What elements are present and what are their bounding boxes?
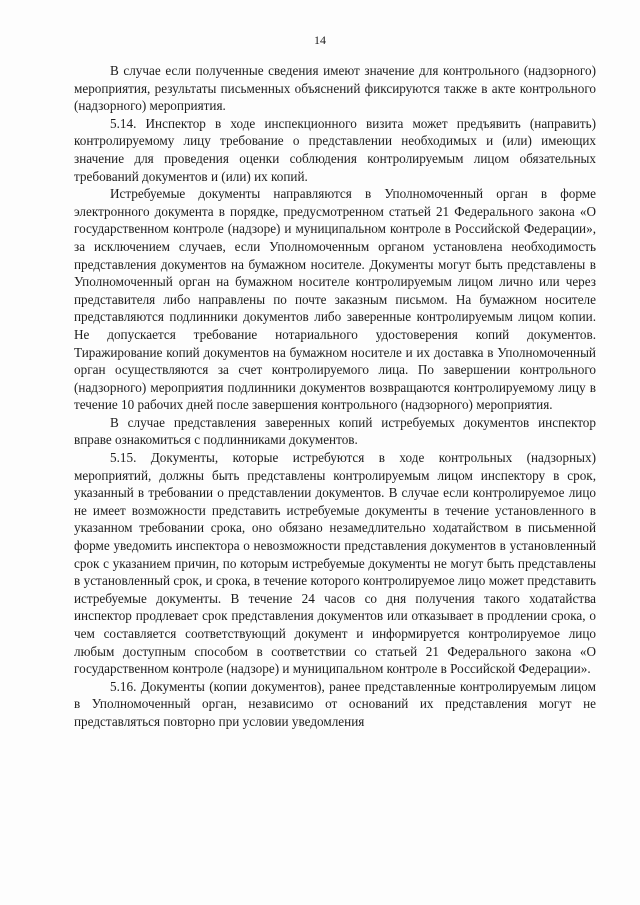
page-number: 14 [314, 33, 326, 47]
paragraph-5-16: 5.16. Документы (копии документов), ранее представленные контролируемым лицом в Уполномоченный орган, независимо от оснований их представления могут не представляться повторно при условии уведомления [74, 678, 596, 729]
paragraph-5-15: 5.15. Документы, которые истребуются в ходе контрольных (надзорных) мероприятий, должны быть представлены контролируемым лицом инспектору в срок, указанный в требовании о представлении документов. В случае если контролируемое лицо не имеет возможности представить истребуемые документы в течение установленного в указанном требовании срока, оно обязано незамедлительно ходатайством в письменной форме уведомить инспектора о невозможности представления документов в установленный срок с указанием причин, по которым истребуемые документы не могут быть представлены в установленный срок, и срока, в течение которого контролируемое лицо может представить истребуемые документы. В течение 24 часов со дня получения такого ходатайства инспектор продлевает срок представления документов или отказывает в продлении срока, о чем составляется соответствующий документ и информируется контролируемое лицо любым доступным способом в соответствии со статьей 21 Федерального закона «О государственном контроле (надзоре) и муниципальном контроле в Российской Федерации». [74, 450, 596, 677]
paragraph-requested-documents: Истребуемые документы направляются в Уполномоченный орган в форме электронного документа в порядке, предусмотренном статьей 21 Федерального закона «О государственном контроле (надзоре) и муниципальном контроле в Российской Федерации», за исключением случаев, если Уполномоченным органом установлена необходимость представления документов на бумажном носителе. Документы могут быть представлены в Уполномоченный орган на бумажном носителе контролируемым лицом лично или через представителя либо направлены по почте заказным письмом. На бумажном носителе представляются подлинники документов либо заверенные контролируемым лицом копии. Не допускается требование нотариального удостоверения копий документов. Тиражирование копий документов на бумажном носителе и их доставка в Уполномоченный орган осуществляются за счет контролируемого лица. По завершении контрольного (надзорного) мероприятия подлинники документов возвращаются контролируемому лицу в течение 10 рабочих дней после завершения контрольного (надзорного) мероприятия. [74, 186, 596, 413]
paragraph-5-14: 5.14. Инспектор в ходе инспекционного визита может предъявить (направить) контролируемому лицу требование о представлении необходимых и (или) имеющих значение для проведения оценки соблюдения контролируемым лицом обязательных требований документов и (или) их копий. [74, 115, 596, 184]
document-body [74, 62, 596, 731]
paragraph-certified-copies: В случае представления заверенных копий истребуемых документов инспектор вправе ознакомиться с подлинниками документов. [74, 414, 596, 448]
paragraph-written-explanations: В случае если полученные сведения имеют значение для контрольного (надзорного) мероприятия, результаты письменных объяснений фиксируются также в акте контрольного (надзорного) мероприятия. [74, 63, 596, 114]
